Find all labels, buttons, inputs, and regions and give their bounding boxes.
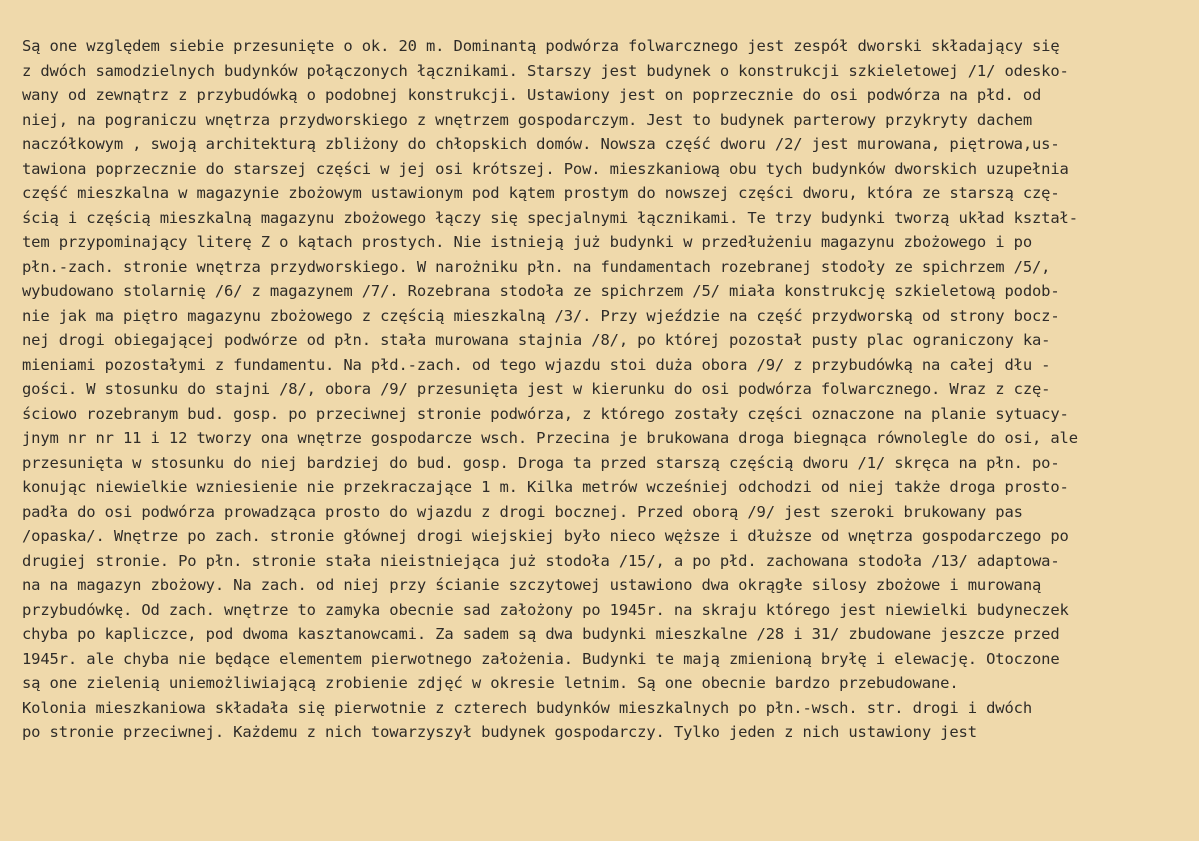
text-line: z dwóch samodzielnych budynków połączonych łącznikami. Starszy jest budynek o konstrukcji szkieletowej /1/ odesko- — [22, 61, 1069, 80]
text-line: ścią i częścią mieszkalną magazynu zbożowego łączy się specjalnymi łącznikami. Te trzy budynki tworzą układ kształ- — [22, 208, 1078, 227]
text-line: po stronie przeciwnej. Każdemu z nich towarzyszył budynek gospodarczy. Tylko jeden z nich ustawiony jest — [22, 723, 977, 741]
text-line: nej drogi obiegającej podwórze od płn. stała murowana stajnia /8/, po której pozostał pusty plac ograniczony ka- — [22, 331, 1051, 349]
text-line: jnym nr nr 11 i 12 tworzy ona wnętrze gospodarcze wsch. Przecina je brukowana droga biegnąca równolegle do osi, ale — [22, 429, 1078, 447]
text-line: przybudówkę. Od zach. wnętrze to zamyka obecnie sad założony po 1945r. na skraju którego jest niewielki budyneczek — [22, 600, 1069, 619]
text-line: są one zielenią uniemożliwiającą zrobienie zdjęć w okresie letnim. Są one obecnie bardzo przebudowane. — [22, 674, 959, 692]
text-line: przesunięta w stosunku do niej bardziej do bud. gosp. Droga ta przed starszą częścią dworu /1/ skręca na płn. po- — [22, 453, 1060, 472]
text-line: niej, na pograniczu wnętrza przydworskiego z wnętrzem gospodarczym. Jest to budynek parterowy przykryty dachem — [22, 110, 1032, 129]
text-line: chyba po kapliczce, pod dwoma kasztanowcami. Za sadem są dwa budynki mieszkalne /28 i 31/ zbudowane jeszcze przed — [22, 625, 1060, 643]
text-line: część mieszkalna w magazynie zbożowym ustawionym pod kątem prostym do nowszej części dworu, która ze starszą czę- — [22, 184, 1060, 202]
text-line: tem przypominający literę Z o kątach prostych. Nie istnieją już budynki w przedłużeniu magazynu zbożowego i po — [22, 233, 1032, 251]
text-line: 1945r. ale chyba nie będące elementem pierwotnego założenia. Budynki te mają zmienioną bryłę i elewację. Otoczone — [22, 649, 1060, 668]
text-line: na na magazyn zbożowy. Na zach. od niej przy ścianie szczytowej ustawiono dwa okrągłe silosy zbożowe i murowaną — [22, 576, 1042, 594]
text-line: ściowo rozebranym bud. gosp. po przeciwnej stronie podwórza, z którego zostały części oznaczone na planie sytuacy- — [22, 404, 1069, 423]
text-line: konując niewielkie wzniesienie nie przekraczające 1 m. Kilka metrów wcześniej odchodzi od niej także droga prosto- — [22, 478, 1069, 496]
text-line: Są one względem siebie przesunięte o ok. 20 m. Dominantą podwórza folwarcznego jest zespół dworski składający się — [22, 37, 1060, 55]
text-line: naczółkowym , swoją architekturą zbliżony do chłopskich domów. Nowsza część dworu /2/ jest murowana, piętrowa,us- — [22, 135, 1060, 153]
text-line: wany od zewnątrz z przybudówką o podobnej konstrukcji. Ustawiony jest on poprzecznie do osi podwórza na płd. od — [22, 86, 1042, 104]
text-line: padła do osi podwórza prowadząca prosto do wjazdu z drogi bocznej. Przed oborą /9/ jest szeroki brukowany pas — [22, 502, 1023, 521]
text-line: /opaska/. Wnętrze po zach. stronie głównej drogi wiejskiej było nieco węższe i dłuższe od wnętrza gospodarczego po — [22, 527, 1069, 545]
text-line: mieniami pozostałymi z fundamentu. Na płd.-zach. od tego wjazdu stoi duża obora /9/ z przybudówką na całej dłu - — [22, 355, 1051, 374]
text-line: tawiona poprzecznie do starszej części w jej osi krótszej. Pow. mieszkaniową obu tych budynków dworskich uzupełnia — [22, 159, 1069, 178]
typed-text-block — [22, 34, 1187, 745]
text-line: wybudowano stolarnię /6/ z magazynem /7/. Rozebrana stodoła ze spichrzem /5/ miała konstrukcję szkieletową podob- — [22, 282, 1060, 300]
text-line: nie jak ma piętro magazynu zbożowego z częścią mieszkalną /3/. Przy wjeździe na część przydworską od strony bocz- — [22, 306, 1060, 325]
text-line: płn.-zach. stronie wnętrza przydworskiego. W narożniku płn. na fundamentach rozebranej stodoły ze spichrzem /5/, — [22, 257, 1051, 276]
text-line: drugiej stronie. Po płn. stronie stała nieistniejąca już stodoła /15/, a po płd. zachowana stodoła /13/ adaptowa- — [22, 551, 1060, 570]
text-line: Kolonia mieszkaniowa składała się pierwotnie z czterech budynków mieszkalnych po płn.-wsch. str. drogi i dwóch — [22, 698, 1032, 717]
text-line: gości. W stosunku do stajni /8/, obora /9/ przesunięta jest w kierunku do osi podwórza folwarcznego. Wraz z czę- — [22, 380, 1051, 398]
